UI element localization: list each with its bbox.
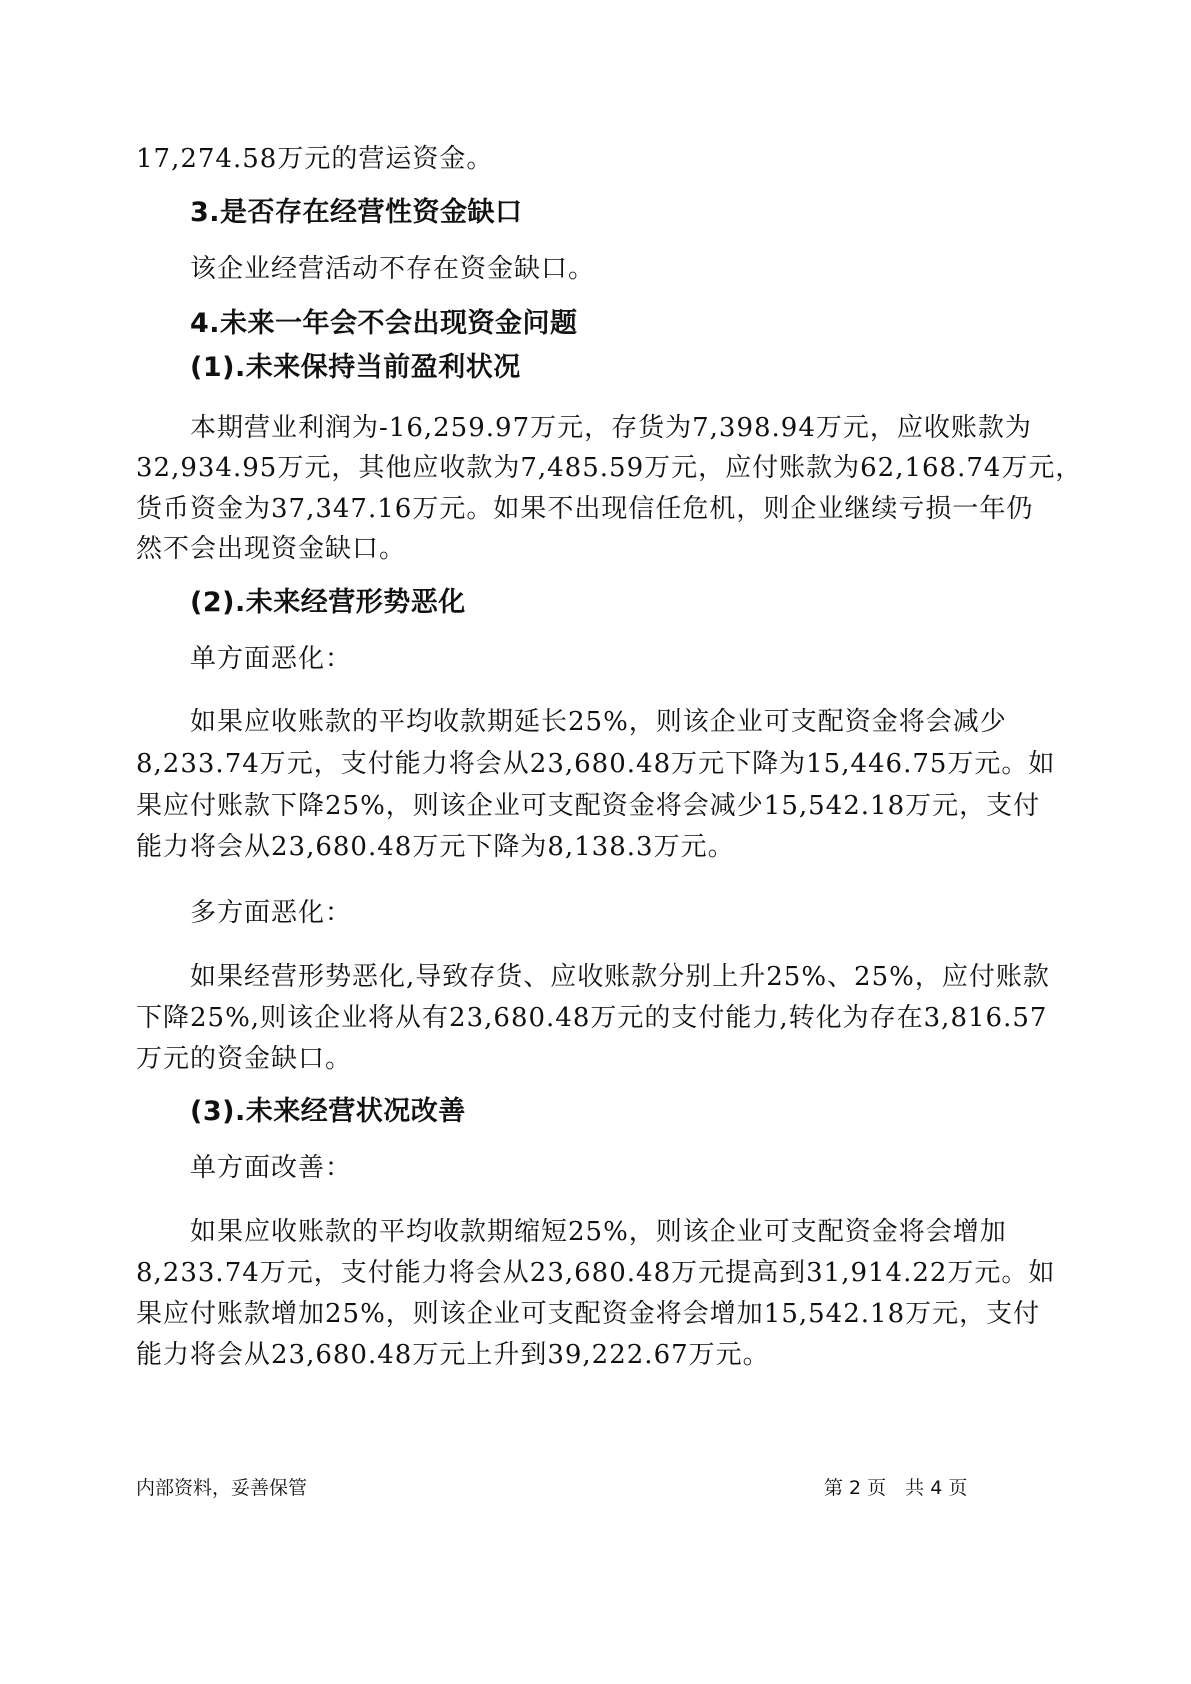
paragraph-line: 17,274.58万元的营运资金。 (136, 144, 494, 174)
subsection-heading: (2).未来经营形势恶化 (190, 587, 466, 618)
paragraph-line: 下降25%,则该企业将从有23,680.48万元的支付能力,转化为存在3,816.57 (136, 1003, 1048, 1033)
paragraph-line: 果应付账款下降25%，则该企业可支配资金将会减少15,542.18万元，支付 (136, 791, 1041, 821)
footer-page-number: 第 2 页 共 4 页 (824, 1477, 968, 1499)
paragraph-line: 果应付账款增加25%，则该企业可支配资金将会增加15,542.18万元，支付 (136, 1299, 1041, 1329)
paragraph-line: 8,233.74万元，支付能力将会从23,680.48万元下降为15,446.75万元。如 (136, 749, 1056, 779)
paragraph-line: 8,233.74万元，支付能力将会从23,680.48万元提高到31,914.22万元。如 (136, 1258, 1056, 1288)
subsection-heading: (1).未来保持当前盈利状况 (190, 352, 521, 383)
paragraph-line: 货币资金为37,347.16万元。如果不出现信任危机，则企业继续亏损一年仍 (136, 494, 1034, 524)
paragraph-line: 单方面改善： (190, 1153, 353, 1183)
section-heading: 3.是否存在经营性资金缺口 (190, 197, 523, 228)
paragraph-line: 能力将会从23,680.48万元下降为8,138.3万元。 (136, 832, 735, 862)
paragraph-line: 32,934.95万元，其他应收款为7,485.59万元，应付账款为62,168.74万元， (136, 453, 1083, 483)
paragraph-line: 该企业经营活动不存在资金缺口。 (190, 254, 596, 284)
paragraph-line: 如果经营形势恶化,导致存货、应收账款分别上升25%、25%，应付账款 (190, 962, 1050, 992)
paragraph-line: 然不会出现资金缺口。 (136, 534, 407, 564)
paragraph-line: 万元的资金缺口。 (136, 1044, 353, 1074)
footer-confidential-note: 内部资料，妥善保管 (136, 1477, 308, 1499)
paragraph-line: 多方面恶化： (190, 898, 353, 928)
section-heading: 4.未来一年会不会出现资金问题 (190, 308, 578, 339)
paragraph-line: 如果应收账款的平均收款期延长25%，则该企业可支配资金将会减少 (190, 707, 1007, 737)
paragraph-line: 单方面恶化： (190, 644, 353, 674)
paragraph-line: 能力将会从23,680.48万元上升到39,222.67万元。 (136, 1340, 770, 1370)
paragraph-line: 本期营业利润为-16,259.97万元，存货为7,398.94万元，应收账款为 (190, 413, 1032, 443)
paragraph-line: 如果应收账款的平均收款期缩短25%，则该企业可支配资金将会增加 (190, 1217, 1007, 1247)
subsection-heading: (3).未来经营状况改善 (190, 1096, 466, 1127)
